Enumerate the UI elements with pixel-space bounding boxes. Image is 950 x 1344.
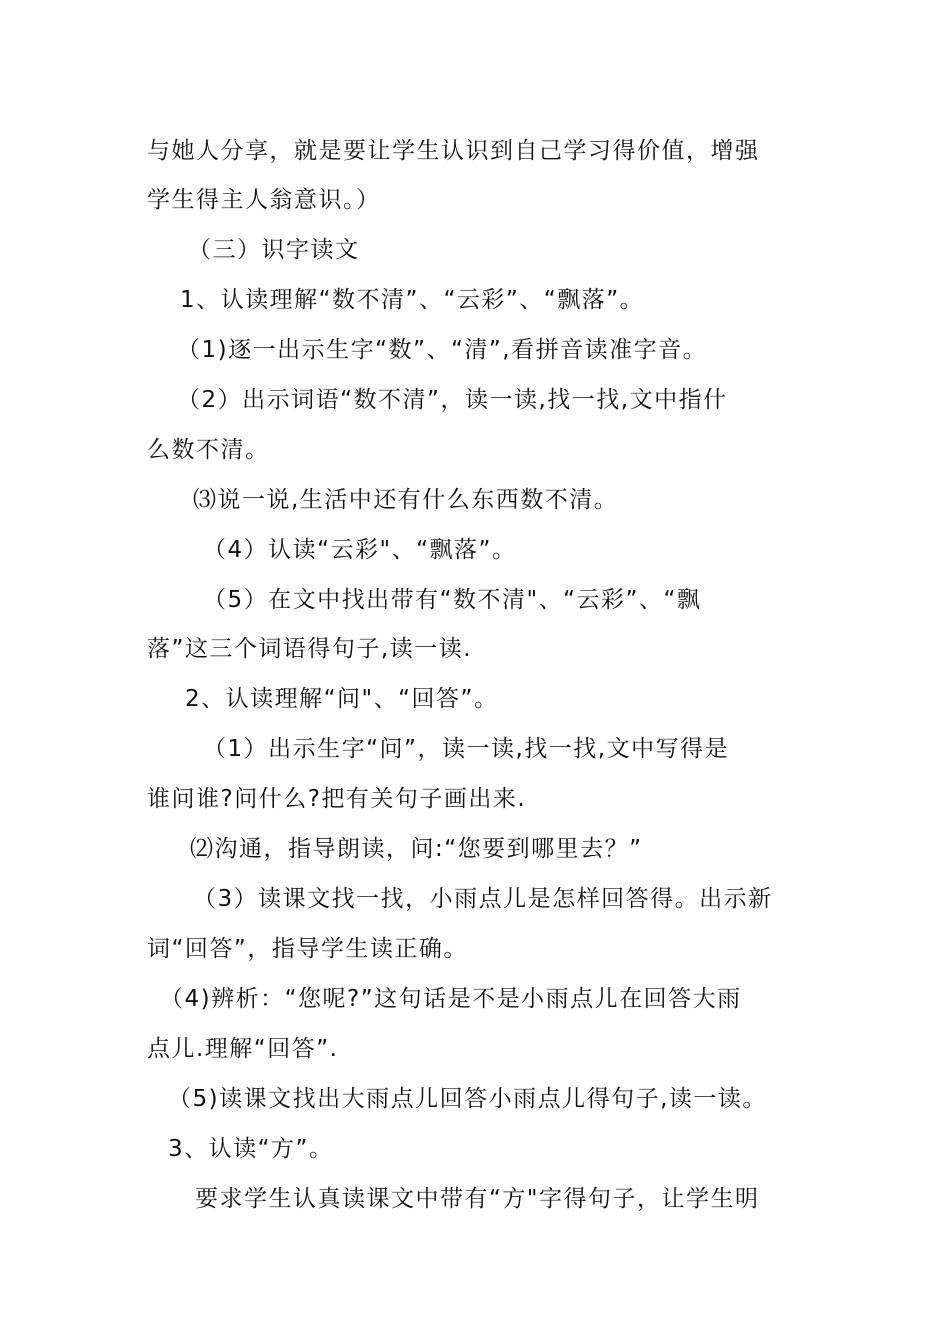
text-line-22: 要求学生认真读课文中带有“方"字得句子，让学生明 [195, 1186, 760, 1212]
text-line-9: （4）认读“云彩"、“飘落”。 [203, 537, 517, 563]
text-line-20: （5)读课文找出大雨点儿回答小雨点儿得句子,读一读。 [168, 1086, 767, 1112]
text-line-4: 1、认读理解“数不清”、“云彩”、“飘落”。 [180, 287, 645, 313]
text-line-13: （1）出示生字“问”，读一读,找一找,文中写得是 [203, 736, 730, 762]
text-line-16: （3）读课文找一找，小雨点儿是怎样回答得。出示新 [193, 886, 773, 912]
text-line-18: （4)辨析：“您呢?”这句话是不是小雨点儿在回答大雨 [160, 986, 742, 1012]
section-heading: （三）识字读文 [188, 237, 360, 263]
text-line-11: 落”这三个词语得句子,读一读. [147, 636, 473, 662]
text-line-10: （5）在文中找出带有“数不清"、“云彩”、“飘 [203, 587, 702, 613]
text-line-19: 点儿.理解“回答”. [147, 1036, 339, 1062]
text-line-8: ⑶说一说,生活中还有什么东西数不清。 [193, 487, 619, 513]
text-line-21: 3、认读“方”。 [168, 1136, 334, 1162]
text-line-17: 词“回答”，指导学生读正确。 [147, 936, 468, 962]
text-line-15: ⑵沟通，指导朗读，问:“您要到哪里去？” [190, 836, 643, 862]
text-line-6: （2）出示词语“数不清”，读一读,找一找,文中指什 [177, 387, 728, 413]
text-line-2: 学生得主人翁意识。） [147, 187, 381, 213]
text-line-14: 谁问谁?问什么?把有关句子画出来. [147, 786, 527, 812]
text-line-7: 么数不清。 [147, 437, 270, 463]
text-line-5: （1)逐一出示生字“数”、“清”,看拼音读准字音。 [177, 337, 708, 363]
text-line-12: 2、认读理解“问"、“回答”。 [185, 686, 499, 712]
text-line-1: 与她人分享，就是要让学生认识到自己学习得价值，增强 [147, 138, 760, 164]
